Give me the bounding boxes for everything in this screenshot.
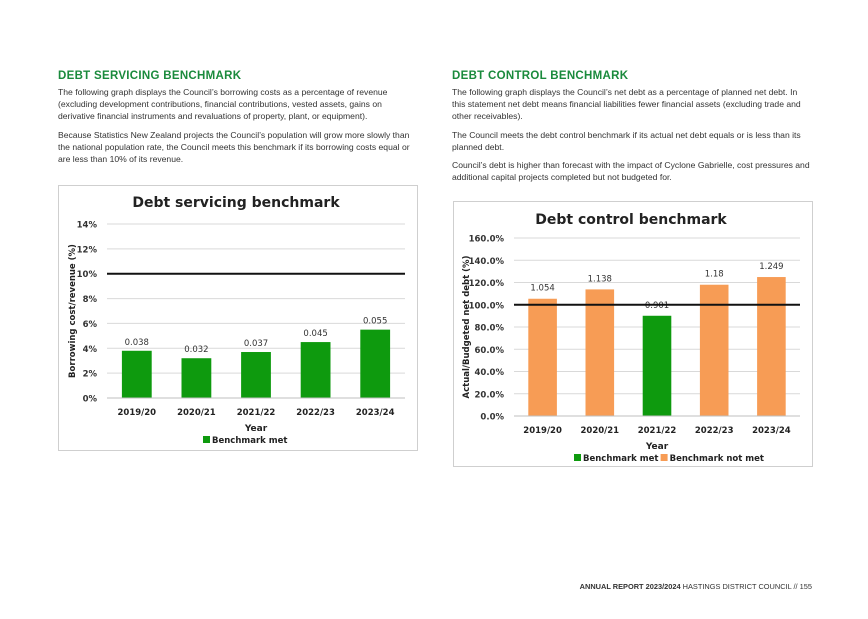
data-label: 0.045 bbox=[303, 329, 328, 340]
x-tick-label: 2019/20 bbox=[117, 408, 157, 418]
bar bbox=[757, 277, 786, 416]
y-tick-label: 0.0% bbox=[480, 412, 504, 423]
chart-title: Debt servicing benchmark bbox=[132, 195, 340, 211]
section-heading: DEBT CONTROL BENCHMARK bbox=[452, 70, 629, 82]
paragraph: The following graph displays the Council’s borrowing costs as a percentage of revenue (excluding development contributions, financial contributions, vested assets, gains on derivative financial instruments and revaluations of property, plant, or equipment). bbox=[58, 87, 388, 122]
legend-label: Benchmark not met bbox=[669, 454, 764, 464]
paragraph: Because Statistics New Zealand projects the Council’s population will grow more slowly than the national population rate, the Council meets this benchmark if its borrowing costs equal or are less than 10% of its revenue. bbox=[58, 129, 410, 165]
legend-swatch bbox=[574, 454, 581, 461]
footer-council-page: HASTINGS DISTRICT COUNCIL // 155 bbox=[680, 582, 812, 591]
legend-swatch bbox=[203, 436, 210, 443]
legend-swatch bbox=[661, 454, 668, 461]
data-label: 1.138 bbox=[587, 274, 612, 285]
section-heading: DEBT SERVICING BENCHMARK bbox=[58, 70, 242, 82]
y-tick-label: 10% bbox=[76, 270, 97, 281]
x-tick-label: 2023/24 bbox=[355, 408, 395, 418]
bar bbox=[528, 299, 557, 416]
data-label: 0.055 bbox=[363, 316, 388, 327]
x-tick-label: 2020/21 bbox=[177, 408, 216, 418]
y-tick-label: 14% bbox=[76, 220, 97, 231]
data-label: 1.18 bbox=[704, 269, 724, 280]
debt-control-chart-svg bbox=[454, 202, 812, 466]
bar bbox=[241, 352, 271, 398]
y-tick-label: 60.0% bbox=[474, 345, 504, 356]
chart-title: Debt control benchmark bbox=[535, 212, 727, 228]
data-label: 1.054 bbox=[530, 283, 555, 294]
legend-label: Benchmark met bbox=[583, 454, 659, 464]
y-tick-label: 100.0% bbox=[468, 301, 504, 312]
y-tick-label: 120.0% bbox=[468, 279, 504, 289]
data-label: 0.037 bbox=[243, 339, 269, 350]
bar bbox=[122, 351, 152, 398]
x-tick-label: 2019/20 bbox=[523, 426, 562, 436]
debt-servicing-chart-svg bbox=[59, 186, 417, 450]
x-tick-label: 2022/23 bbox=[694, 426, 734, 436]
debt-control-chart bbox=[453, 201, 813, 467]
y-tick-label: 20.0% bbox=[474, 390, 504, 401]
y-tick-label: 160.0% bbox=[468, 234, 504, 245]
y-tick-label: 12% bbox=[76, 245, 97, 256]
legend-label: Benchmark met bbox=[212, 436, 288, 446]
y-tick-label: 0% bbox=[82, 394, 97, 405]
y-tick-label: 8% bbox=[82, 295, 97, 306]
x-tick-label: 2022/23 bbox=[296, 408, 335, 418]
x-axis-title: Year bbox=[244, 424, 268, 434]
x-tick-label: 2021/22 bbox=[236, 408, 276, 418]
debt-servicing-chart bbox=[58, 185, 418, 451]
y-tick-label: 4% bbox=[82, 344, 97, 355]
bar bbox=[586, 289, 615, 416]
y-tick-label: 80.0% bbox=[474, 323, 504, 334]
data-label: 1.249 bbox=[759, 262, 784, 273]
debt-control-section bbox=[452, 70, 812, 189]
data-label: 0.901 bbox=[644, 300, 670, 311]
y-tick-label: 40.0% bbox=[474, 368, 504, 378]
x-tick-label: 2021/22 bbox=[637, 426, 677, 436]
bar bbox=[301, 342, 331, 398]
x-axis-title: Year bbox=[645, 442, 669, 452]
bar bbox=[182, 358, 212, 398]
y-tick-label: 140.0% bbox=[468, 256, 504, 267]
x-tick-label: 2020/21 bbox=[580, 426, 620, 436]
bar bbox=[360, 330, 390, 398]
bar bbox=[643, 316, 672, 416]
page-footer bbox=[580, 582, 812, 591]
paragraph: The Council meets the debt control benchmark if its actual net debt equals or is less than its planned debt. bbox=[452, 129, 801, 152]
debt-servicing-section bbox=[58, 70, 418, 171]
paragraph: The following graph displays the Council’s net debt as a percentage of planned net debt. In this statement net debt means financial liabilities fewer financial assets (excluding trade and other receivables). bbox=[452, 87, 801, 122]
paragraph: Council’s debt is higher than forecast with the impact of Cyclone Gabrielle, cost pressures and additional capital projects completed but not budgeted for. bbox=[452, 160, 810, 183]
data-label: 0.038 bbox=[124, 337, 149, 348]
y-tick-label: 6% bbox=[82, 319, 97, 330]
data-label: 0.032 bbox=[184, 345, 209, 356]
x-tick-label: 2023/24 bbox=[752, 426, 791, 436]
y-axis-title: Actual/Budgeted net debt (%) bbox=[462, 255, 472, 399]
y-axis-title: Borrowing cost/revenue (%) bbox=[68, 244, 78, 378]
footer-report-title: ANNUAL REPORT 2023/2024 bbox=[579, 582, 681, 591]
y-tick-label: 2% bbox=[82, 369, 97, 380]
